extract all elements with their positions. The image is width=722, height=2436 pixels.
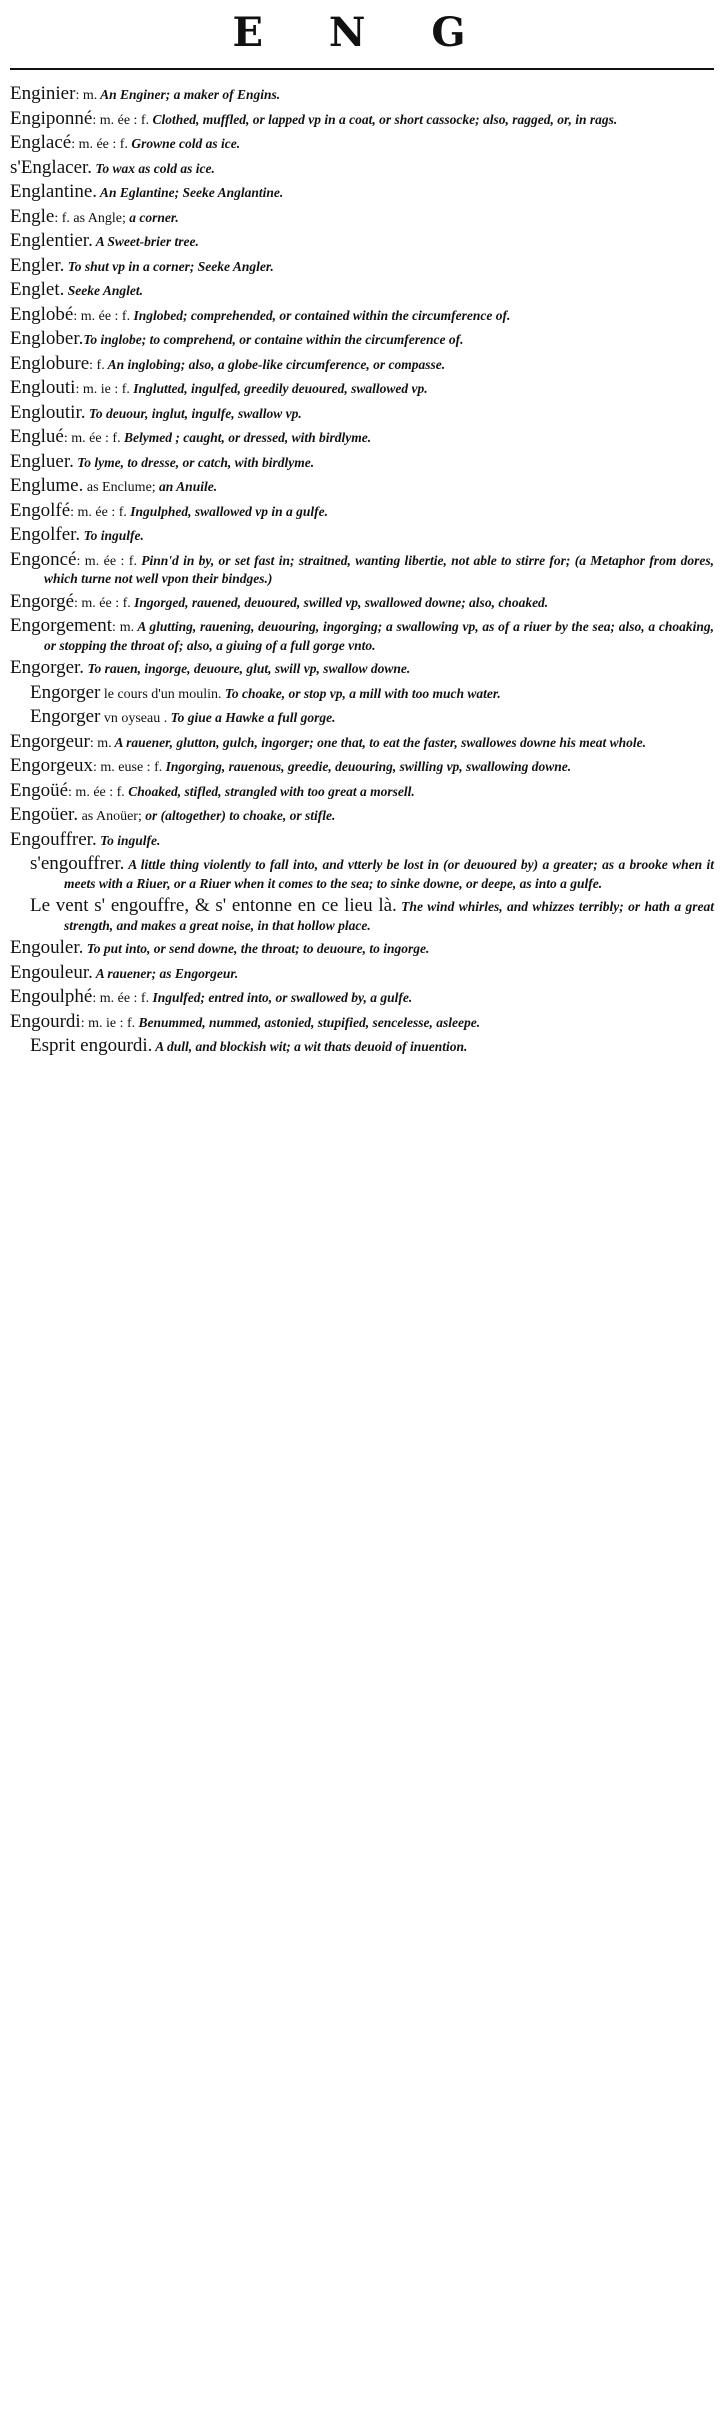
dictionary-entry — [10, 828, 714, 851]
entry-definition: To ingulfe. — [80, 528, 144, 543]
dictionary-entry — [10, 755, 714, 777]
entry-headword: Engouffrer. — [10, 828, 97, 850]
entry-grammar: : m. ie : f. — [75, 382, 130, 397]
dictionary-entry — [30, 706, 714, 728]
entry-headword: Engler. — [10, 254, 65, 276]
entry-definition: Inglobed; comprehended, or contained within the circumference of. — [130, 307, 511, 323]
entry-definition: To rauen, ingorge, deuoure, glut, swill vp, swallow downe. — [84, 661, 411, 676]
dictionary-entry — [30, 1035, 714, 1057]
entry-grammar: : m. ie : f. — [80, 1015, 136, 1031]
entry-headword: Esprit engourdi. — [30, 1035, 153, 1056]
entry-headword: s'engouffrer. — [30, 853, 125, 874]
entry-headword: Le vent s' engouffre, & s' entonne en ce lieu là. — [30, 895, 397, 916]
entry-headword: Engorgeur — [10, 730, 90, 752]
entry-headword: Englobé — [10, 303, 74, 325]
dictionary-entry — [10, 730, 714, 753]
entry-grammar: : m. ée : f. — [70, 504, 127, 520]
entry-headword: Engouleur. — [10, 961, 93, 983]
dictionary-entry — [10, 548, 714, 588]
entry-grammar: as Enclume; — [83, 480, 156, 495]
entry-definition: To deuour, inglut, ingulfe, swallow vp. — [85, 405, 302, 421]
entry-definition: Inglutted, ingulfed, greedily deuoured, swallowed vp. — [129, 381, 428, 396]
dictionary-entry — [10, 156, 714, 179]
dictionary-entry — [10, 804, 714, 826]
dictionary-entry — [10, 205, 714, 228]
entry-definition: To ingulfe. — [96, 832, 161, 848]
entry-grammar: : m. ée : f. — [68, 784, 125, 800]
entry-headword: Engouler. — [10, 937, 84, 958]
dictionary-entry — [10, 615, 714, 654]
dictionary-entry — [10, 352, 714, 375]
entry-headword: Engle — [10, 205, 55, 227]
entry-grammar: : m. — [112, 620, 135, 635]
entry-definition: Choaked, stifled, strangled with too great a morsell. — [124, 783, 415, 799]
entry-headword: Engiponné — [10, 107, 93, 129]
entry-headword: Englobure — [10, 352, 90, 374]
entry-definition: To put into, or send downe, the throat; to deuoure, to ingorge. — [83, 941, 430, 956]
entry-definition: Pinn'd in by, or set fast in; straitned, wanting libertie, not able to stirre for; (a Metaphor from dores, which turne not well vpon their bindges.) — [44, 552, 714, 586]
entry-definition: To wax as cold as ice. — [92, 160, 215, 176]
entry-definition: Benummed, nummed, astonied, stupified, sencelesse, asleepe. — [135, 1014, 481, 1030]
entry-definition: Belymed ; caught, or dressed, with birdlyme. — [120, 430, 372, 445]
entry-definition: An inglobing; also, a globe-like circumference, or compasse. — [104, 356, 446, 372]
entry-definition: or (altogether) to choake, or stifle. — [141, 808, 336, 823]
entry-headword: Engloutir. — [10, 401, 86, 423]
entry-definition: A dull, and blockish wit; a wit thats deuoid of inuention. — [152, 1039, 468, 1054]
entry-definition: Ingulphed, swallowed vp in a gulfe. — [126, 503, 328, 519]
entry-headword: Englentier. — [10, 230, 93, 251]
entry-definition: Ingulfed; entred into, or swallowed by, a gulfe. — [149, 990, 413, 1005]
entry-definition: A rauener, glutton, gulch, ingorger; one that, to eat the faster, swallowes downe his meat whole. — [111, 734, 646, 750]
entry-definition: A glutting, rauening, deuouring, ingorging; a swallowing vp, as of a riuer by the sea; also, a choaking, or stopping the throat of; also, a giuing of a full gorge vnto. — [44, 619, 714, 653]
dictionary-entry — [10, 132, 714, 154]
entry-headword: Engolfé — [10, 499, 71, 521]
entry-definition: To shut vp in a corner; Seeke Angler. — [64, 258, 274, 274]
dictionary-entry — [10, 230, 714, 252]
dictionary-entry — [10, 986, 714, 1008]
dictionary-entry — [30, 895, 714, 934]
entry-definition: A little thing violently to fall into, and vtterly be lost in (or deuoured by) a greater; as a brooke when it meets with a Riuer, or a Riuer when it comes to the sea; to sinke downe, or deepe, as into a gulfe. — [64, 857, 714, 891]
entry-definition: Clothed, muffled, or lapped vp in a coat, or short cassocke; also, ragged, or, in rags. — [149, 111, 618, 127]
entry-grammar: : m. ée : f. — [92, 991, 150, 1006]
dictionary-entry — [10, 779, 714, 802]
entry-definition: A rauener; as Engorgeur. — [92, 965, 239, 981]
entry-grammar: : m. ée : f. — [76, 553, 137, 569]
entry-grammar: : m. ée : f. — [92, 112, 150, 128]
dictionary-entry — [10, 524, 714, 546]
entry-definition: Ingorging, rauenous, greedie, deuouring, swilling vp, swallowing downe. — [162, 759, 572, 774]
entry-headword: Engolfer. — [10, 524, 81, 545]
entry-definition: To inglobe; to comprehend, or containe within the circumference of. — [83, 332, 464, 347]
entry-grammar: : m. ée : f. — [73, 308, 131, 324]
dictionary-entry — [10, 279, 714, 301]
entry-grammar: : m. — [89, 735, 112, 751]
entry-headword: Engorgé — [10, 590, 75, 612]
entry-headword: Engoüé — [10, 779, 69, 801]
dictionary-entry — [30, 681, 714, 704]
entry-definition: An Eglantine; Seeke Anglantine. — [97, 185, 284, 200]
dictionary-entry — [10, 107, 714, 130]
dictionary-entry — [10, 499, 714, 522]
entry-definition: A Sweet-brier tree. — [92, 234, 199, 249]
dictionary-entry — [10, 426, 714, 448]
entry-headword: Engoncé — [10, 548, 77, 570]
dictionary-entry — [10, 475, 714, 497]
dictionary-entry — [10, 937, 714, 959]
entry-definition: an Anuile. — [155, 479, 218, 494]
entry-headword: Engorger — [30, 681, 101, 703]
header-rule — [10, 68, 714, 70]
dictionary-entry — [10, 254, 714, 277]
entry-headword: Engoulphé — [10, 986, 93, 1007]
entry-headword: Englet. — [10, 279, 65, 300]
dictionary-entry — [10, 590, 714, 613]
entry-headword: Englacé — [10, 132, 72, 153]
entry-headword: Engorgement — [10, 615, 113, 636]
entry-definition: The wind whirles, and whizzes terribly; or hath a great strength, and makes a great noise, in that hollow place. — [64, 899, 714, 933]
entry-grammar: : m. ée : f. — [74, 595, 131, 611]
dictionary-entry — [10, 83, 714, 105]
entry-headword: s'Englacer. — [10, 156, 93, 178]
entry-grammar: : m. euse : f. — [93, 760, 163, 775]
entry-grammar: : m. — [75, 88, 98, 103]
entry-definition: An Enginer; a maker of Engins. — [97, 87, 281, 102]
dictionary-entry — [10, 961, 714, 984]
entry-headword: Engorger — [30, 706, 101, 727]
entry-headword: Englouti — [10, 377, 76, 398]
entry-definition: Seeke Anglet. — [64, 283, 143, 298]
dictionary-entry — [10, 328, 714, 350]
entry-headword: Engorgeux — [10, 755, 94, 776]
dictionary-entry — [10, 450, 714, 473]
dictionary-entry — [10, 1010, 714, 1033]
entry-grammar: : m. ée : f. — [71, 137, 128, 152]
entry-headword: Engourdi — [10, 1010, 81, 1032]
entry-definition: Ingorged, rauened, deuoured, swilled vp, swallowed downe; also, choaked. — [130, 594, 549, 610]
dictionary-entry — [10, 181, 714, 203]
entry-headword: Engluer. — [10, 450, 74, 472]
dictionary-entry — [10, 303, 714, 326]
entry-grammar: vn oyseau . — [100, 711, 168, 726]
entry-headword: Englober. — [10, 328, 84, 349]
dictionary-entry — [10, 657, 714, 679]
entry-grammar: : f. as Angle; — [54, 210, 126, 226]
entry-grammar: : f. — [89, 357, 105, 373]
dictionary-entry — [10, 377, 714, 399]
dictionary-entry — [10, 401, 714, 424]
entry-headword: Englué — [10, 426, 64, 447]
entry-definition: To lyme, to dresse, or catch, with birdlyme. — [73, 454, 315, 470]
entry-headword: Enginier — [10, 83, 76, 104]
entry-headword: Engoüer. — [10, 804, 79, 825]
entry-grammar: le cours d'un moulin. — [100, 686, 222, 702]
entry-grammar: : m. ée : f. — [63, 431, 121, 446]
entry-definition: a corner. — [125, 209, 179, 225]
entry-definition: To giue a Hawke a full gorge. — [167, 710, 336, 725]
entry-definition: Growne cold as ice. — [127, 136, 241, 151]
page-header: E N G — [232, 9, 492, 56]
entry-headword: Engorger. — [10, 657, 85, 678]
entry-definition: To choake, or stop vp, a mill with too much water. — [221, 685, 501, 701]
entry-grammar: as Anoüer; — [78, 809, 142, 824]
entry-headword: Englume. — [10, 475, 84, 496]
dictionary-entry — [30, 853, 714, 892]
entry-list — [10, 83, 714, 1057]
entry-headword: Englantine. — [10, 181, 98, 202]
